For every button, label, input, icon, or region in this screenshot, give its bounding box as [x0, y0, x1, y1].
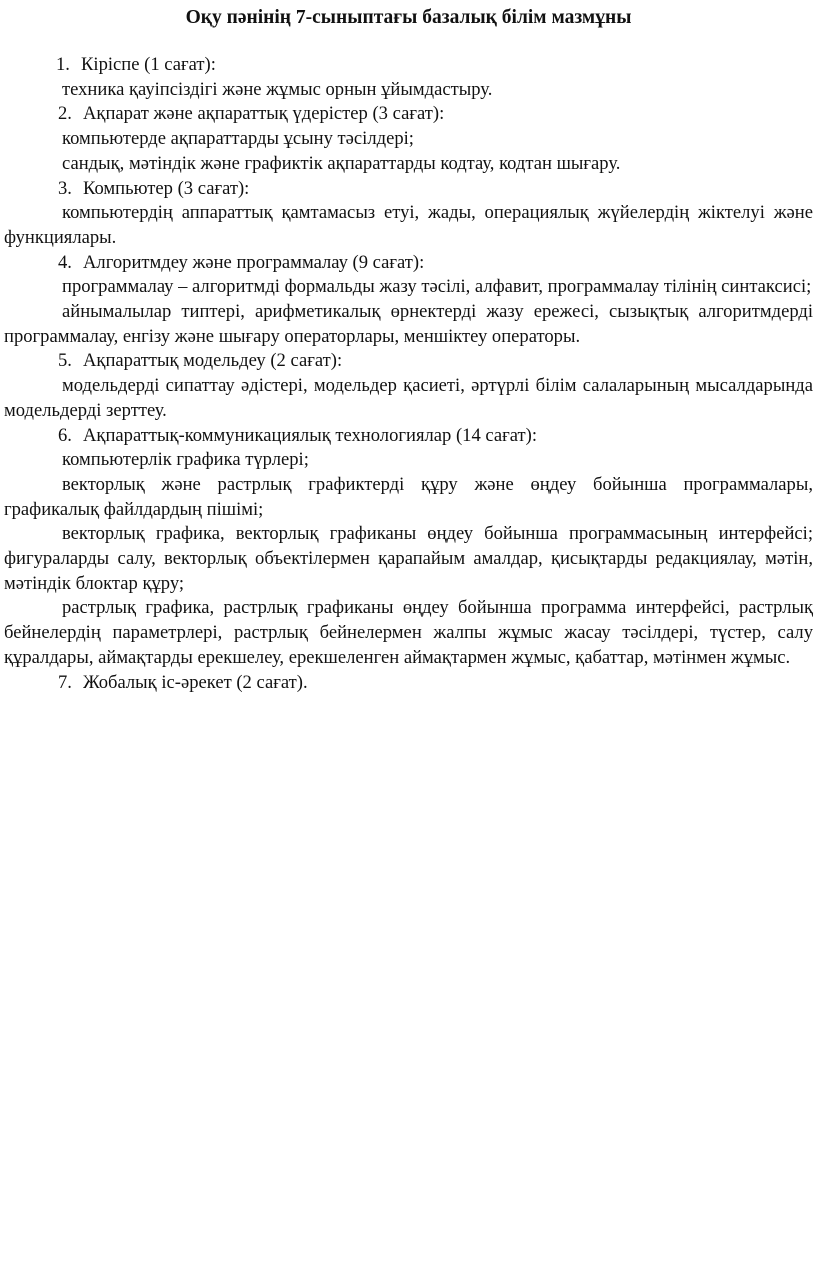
- section-3-heading: [4, 177, 813, 202]
- section-6-heading: [4, 424, 813, 449]
- section-1-heading: [4, 53, 813, 78]
- section-title: Ақпараттық модельдеу (2 сағат):: [83, 350, 343, 372]
- section-number: 3.: [58, 177, 72, 199]
- section-4-paragraph-2: айнымалылар типтері, арифметикалық өрнектерді жазу ережесі, сызықтық алгоритмдерді программалау, енгізу және шығару операторлары, меншіктеу операторы.: [4, 301, 813, 347]
- section-4-paragraph-1: программалау – алгоритмді формальды жазу тәсілі, алфавит, программалау тілінің синтаксисі;: [62, 276, 812, 298]
- section-number: 1.: [56, 54, 70, 75]
- section-title: Жобалық іс-әрекет (2 сағат).: [83, 671, 308, 693]
- section-4-heading: [4, 251, 813, 276]
- section-title: Ақпарат және ақпараттық үдерістер (3 сағат):: [83, 103, 445, 125]
- section-7-heading: [4, 671, 813, 696]
- section-2-heading: [4, 102, 813, 127]
- section-2-paragraph-1: компьютерде ақпараттарды ұсыну тәсілдері;: [62, 128, 414, 150]
- section-number: 2.: [58, 103, 72, 125]
- section-6-paragraph-2: векторлық және растрлық графиктерді құру және өңдеу бойынша программалары, графикалық файлдардың пішімі;: [4, 473, 813, 520]
- section-3-paragraph-1: компьютердің аппараттық қамтамасыз етуі, жады, операциялық жүйелердің жіктелуі және функциялары.: [4, 202, 813, 248]
- section-title: Алгоритмдеу және программалау (9 сағат):: [83, 251, 425, 273]
- section-5-heading: [4, 349, 813, 374]
- section-title: Ақпараттық-коммуникациялық технологиялар (14 сағат):: [83, 424, 538, 446]
- section-number: 6.: [58, 424, 72, 446]
- section-5-paragraph-1: модельдерді сипаттау әдістері, модельдер қасиеті, әртүрлі білім салаларының мысалдарында модельдерді зерттеу.: [4, 375, 813, 421]
- section-number: 4.: [58, 251, 72, 273]
- section-6-paragraph-3: векторлық графика, векторлық графиканы өңдеу бойынша программасының интерфейсі; фигураларды салу, векторлық объектілермен қарапайым амалдар, қисықтарды редакциялау, мәтін, мәтіндік блоктар құру;: [4, 523, 813, 594]
- section-number: 5.: [58, 350, 72, 372]
- section-2-paragraph-2: сандық, мәтіндік және графиктік ақпараттарды кодтау, кодтан шығару.: [62, 152, 621, 174]
- document-title: Оқу пәнінің 7-сыныптағы базалық білім мазмұны: [185, 7, 632, 28]
- section-6-paragraph-4: растрлық графика, растрлық графиканы өңдеу бойынша программа интерфейсі, растрлық бейнелердің параметрлері, растрлық бейнелермен жалпы жұмыс жасау тәсілдері, түстер, салу құралдары, аймақтарды ерекшелеу, ерекшеленген аймақтармен жұмыс, қабаттар, мәтінмен жұмыс.: [4, 597, 813, 668]
- section-number: 7.: [58, 671, 72, 693]
- document-content: [4, 53, 813, 695]
- section-6-paragraph-1: компьютерлік графика түрлері;: [62, 449, 309, 471]
- section-title: Компьютер (3 сағат):: [83, 177, 250, 199]
- section-1-paragraph-1: техника қауіпсіздігі және жұмыс орнын ұйымдастыру.: [62, 78, 493, 100]
- section-title: Кіріспе (1 сағат):: [81, 54, 216, 75]
